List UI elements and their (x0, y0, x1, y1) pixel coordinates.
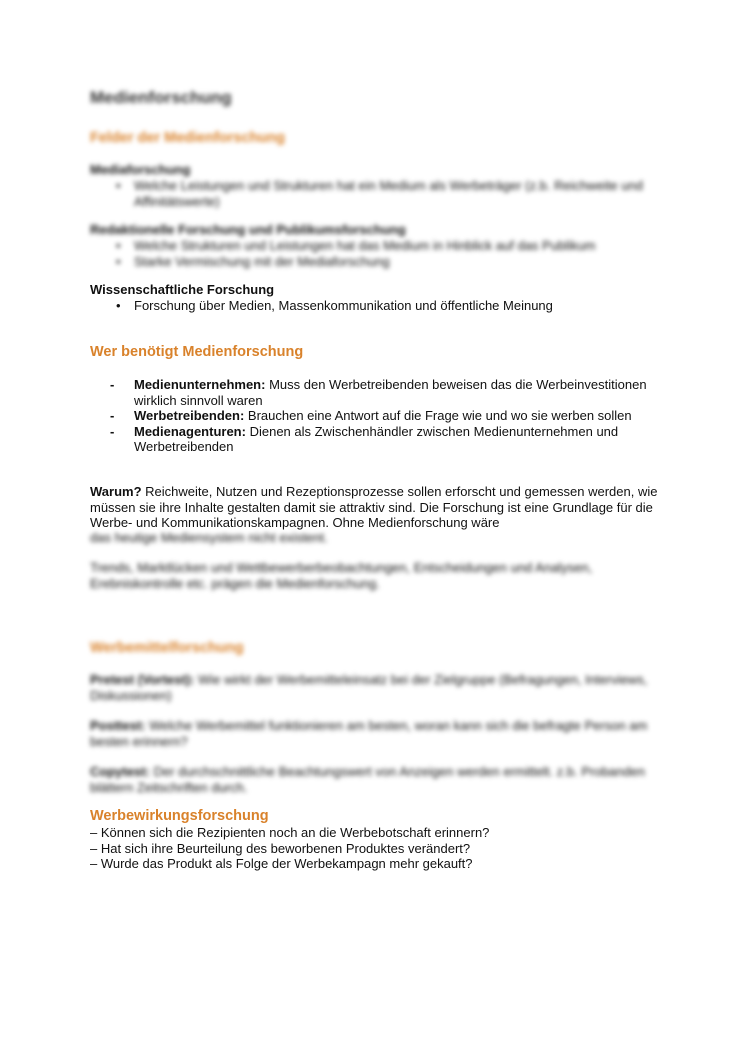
group-title: Wissenschaftliche Forschung (90, 282, 275, 297)
copytest-paragraph (90, 764, 650, 795)
section-heading-wer: Wer benötigt Medienforschung (90, 344, 304, 360)
list-item (90, 377, 670, 408)
warum-tail: das heutige Mediensystem nicht existent. (90, 530, 328, 545)
pretest-paragraph (90, 672, 650, 703)
group-title: Mediaforschung (90, 162, 191, 177)
item-term: Werbetreibenden: (134, 408, 245, 423)
dash-marker: - (110, 408, 115, 423)
dash-marker: - (110, 377, 115, 392)
group-redaktionelle-forschung (90, 222, 670, 270)
warum-text: Reichweite, Nutzen und Rezeptionsprozesse sollen erforscht und gemessen werden, wie müssen sie ihre Inhalte gestalten damit sie attraktiv sind. Die Forschung ist eine Grundlage für die Werbe- und Kommunikationskampagnen. Ohne Medienforschung wäre (90, 484, 658, 530)
list-item: • Starke Vermischung mit der Mediaforschung (90, 254, 670, 270)
list-item: • Welche Leistungen und Strukturen hat ein Medium als Werbeträger (z.b. Reichweite und Affinitätswerte) (90, 178, 670, 210)
posttest-paragraph (90, 718, 650, 749)
item-text: Muss den Werbetreibenden beweisen das die Werbeinvestitionen wirklich sinnvoll waren (134, 377, 647, 408)
section-heading-werbewirkung: Werbewirkungsforschung (90, 808, 269, 824)
page-title: Medienforschung (90, 88, 232, 107)
question-line: – Können sich die Rezipienten noch an die Werbebotschaft erinnern? (90, 825, 490, 840)
warum-term: Warum? (90, 484, 142, 499)
item-term: Medienunternehmen: (134, 377, 266, 392)
item-term: Posttest: (90, 718, 146, 733)
item-text: Brauchen eine Antwort auf die Frage wie und wo sie werben sollen (244, 408, 632, 423)
warum-paragraph (90, 484, 660, 531)
item-term: Pretest (Vortest): (90, 672, 195, 687)
item-text: Wie wirkt der Werbemitteleinsatz bei der Zielgruppe (Befragungen, Interviews, Diskussionen) (90, 672, 648, 703)
list-item (90, 408, 670, 424)
question-line: – Wurde das Produkt als Folge der Werbekampagn mehr gekauft? (90, 856, 473, 871)
item-term: Copytest: (90, 764, 150, 779)
section-heading-felder: Felder der Medienforschung (90, 130, 285, 146)
section-heading-werbemittel: Werbemittelforschung (90, 640, 244, 656)
item-text: Welche Werbemittel funktionieren am besten, woran kann sich die befragte Person am besten erinnern? (90, 718, 648, 749)
item-term: Medienagenturen: (134, 423, 246, 439)
trends-paragraph: Trends, Marktlücken und Wettbewerberbeobachtungen, Entscheidungen und Analysen, Erebniskontrolle etc. prägen die Medienforschung. (90, 560, 593, 591)
item-text: Der durchschnittliche Beachtungswert von Anzeigen werden ermittelt. z.b. Probanden blättern Zeitschriften durch. (90, 764, 645, 795)
dash-marker: - (110, 423, 115, 439)
werbewirkung-lines (90, 825, 670, 872)
list-item: • Forschung über Medien, Massenkommunikation und öffentliche Meinung (90, 298, 670, 314)
item-text: Dienen als Zwischenhändler zwischen Medienunternehmen und Werbetreibenden (134, 423, 619, 454)
wer-list (90, 377, 670, 455)
list-item: • Welche Strukturen und Leistungen hat das Medium in Hinblick auf das Publikum (90, 238, 670, 254)
question-line: – Hat sich ihre Beurteilung des beworbenen Produktes verändert? (90, 840, 471, 856)
group-wissenschaftliche-forschung (90, 282, 670, 314)
list-item (90, 424, 670, 455)
group-title: Redaktionelle Forschung und Publikumsforschung (90, 222, 406, 237)
group-mediaforschung (90, 162, 670, 210)
